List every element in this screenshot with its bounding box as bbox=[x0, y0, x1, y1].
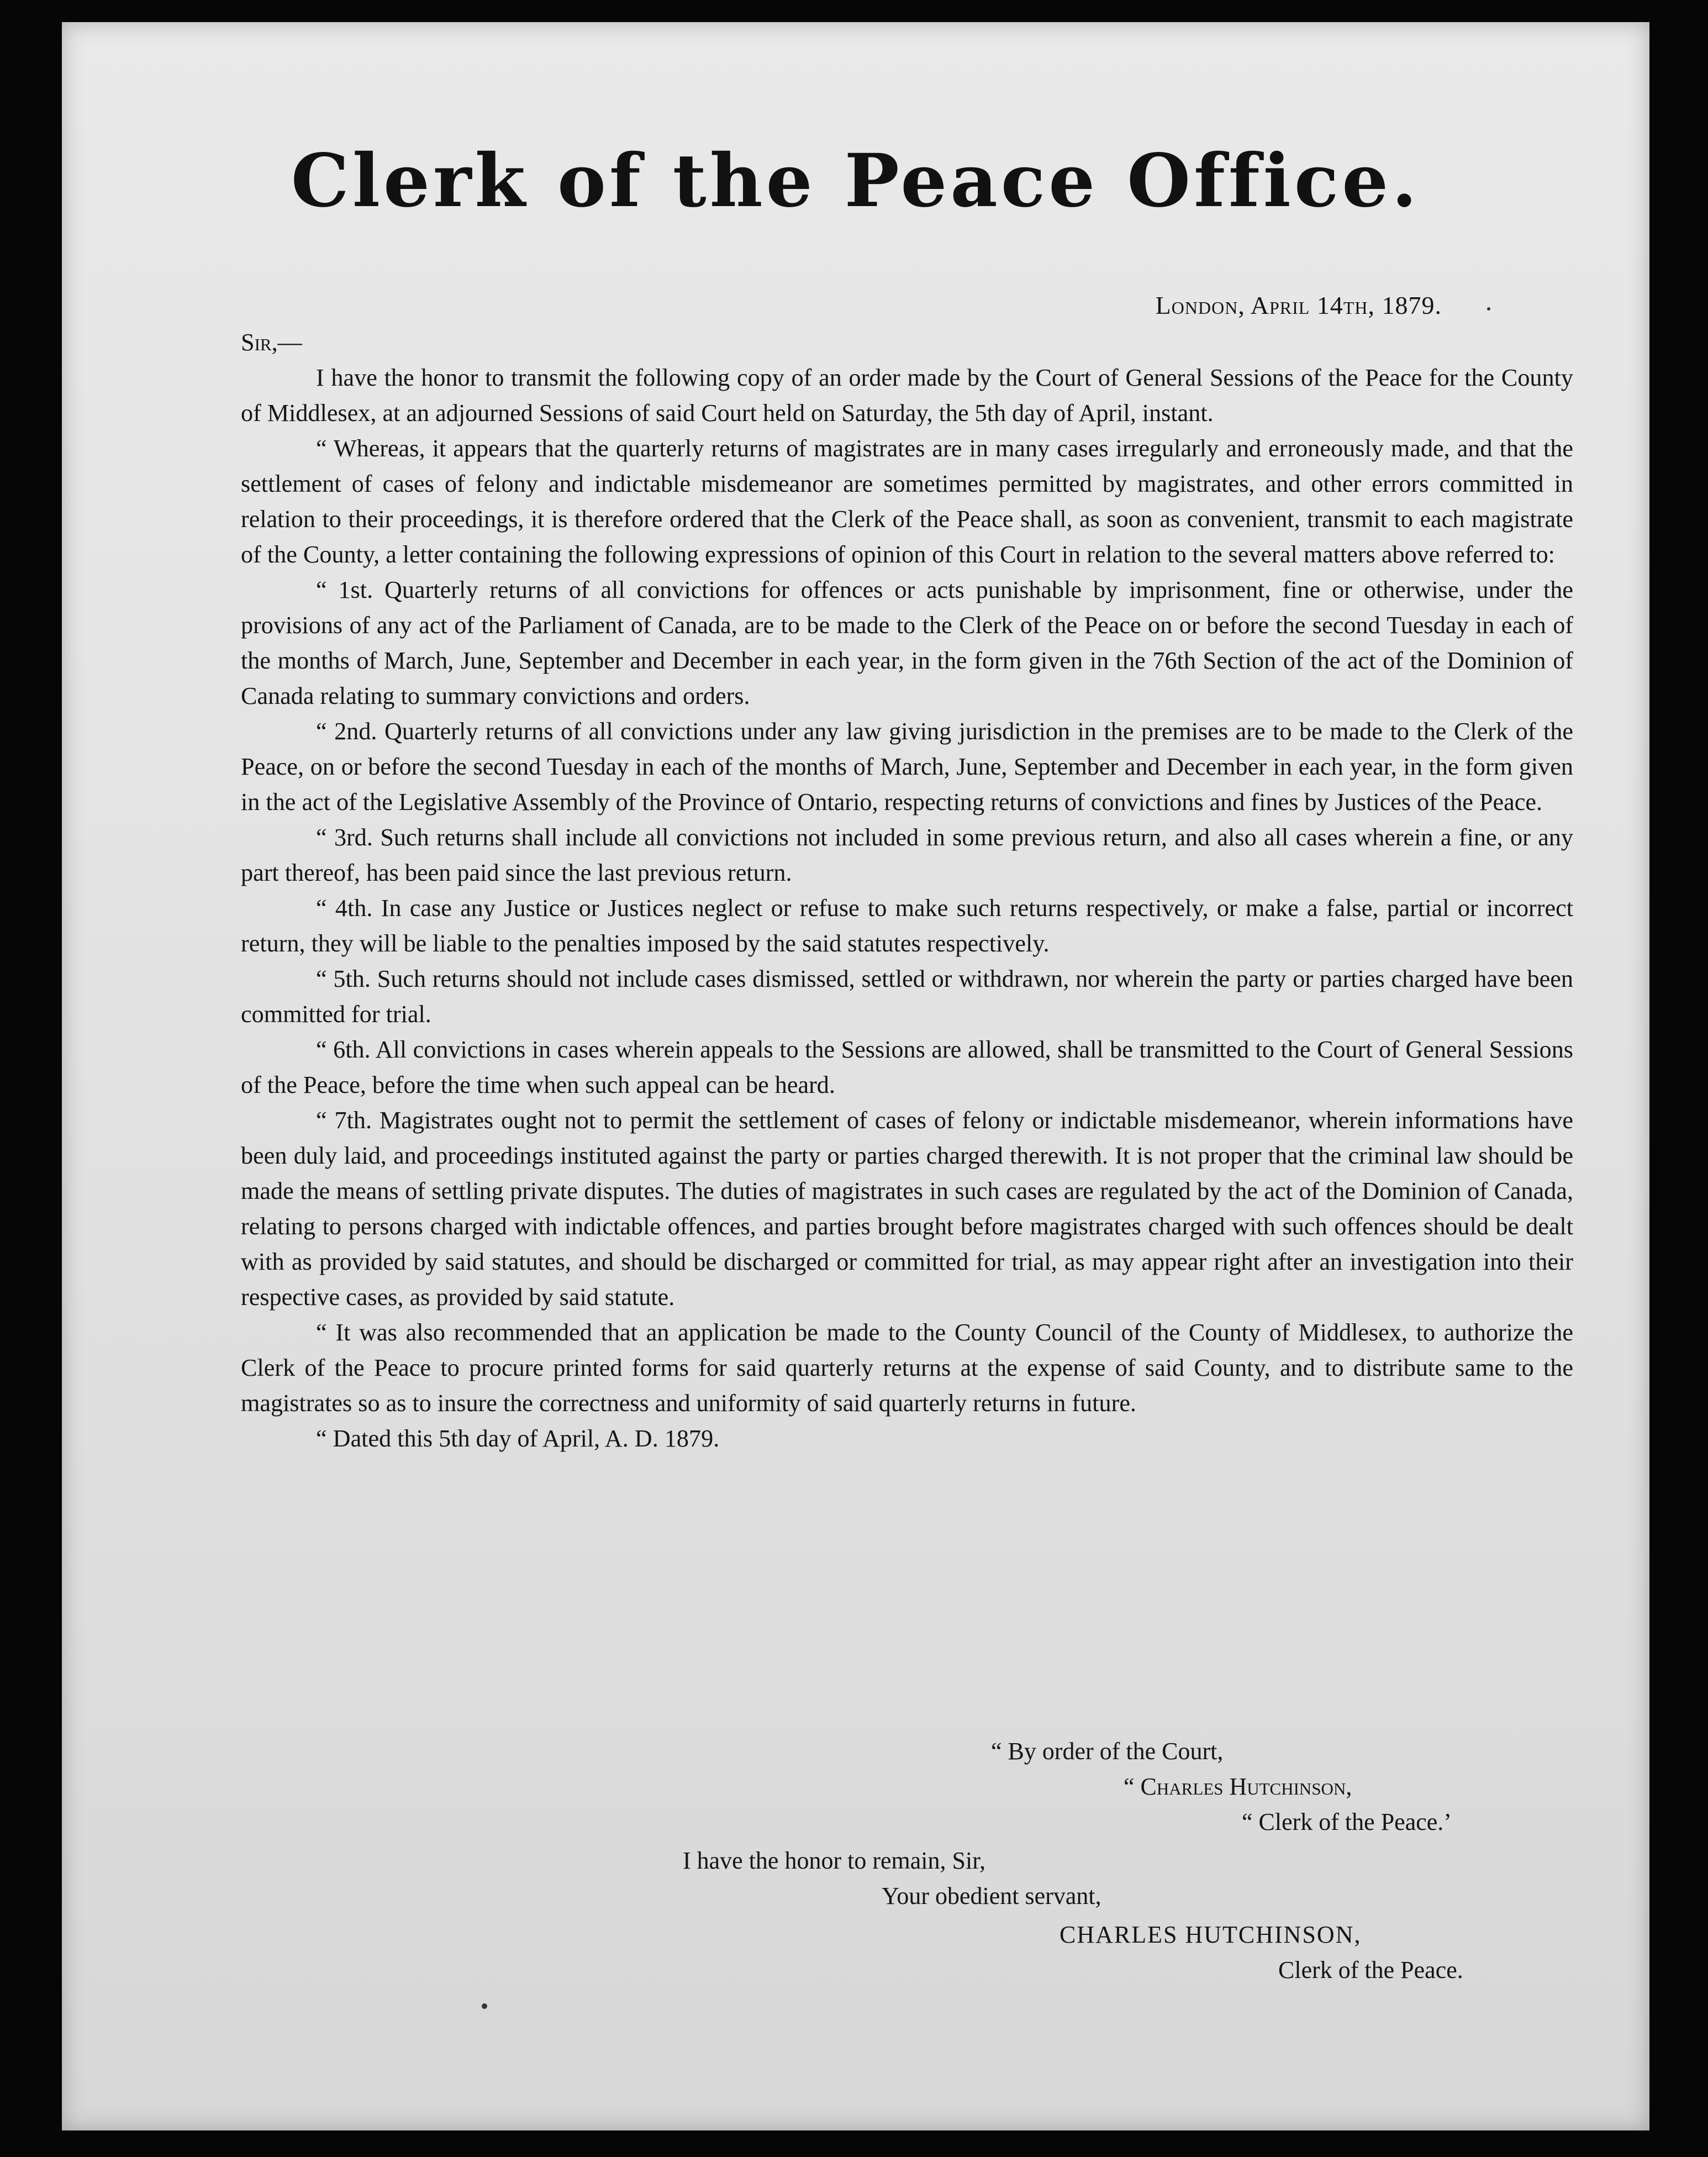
document-page bbox=[62, 22, 1649, 2130]
ink-speck bbox=[482, 2003, 487, 2009]
closing-role: Clerk of the Peace. bbox=[1278, 1956, 1463, 1984]
paragraph-7th: “ 7th. Magistrates ought not to permit the settlement of cases of felony or indictable misdemeanor, wherein informations have been duly laid, and proceedings instituted against the party or parties charged therewith. It is not proper that the criminal law should be made the means of settling private disputes. The duties of magistrates in such cases are regulated by the act of the Dominion of Canada, relating to persons charged with indictable offences, and parties brought before magistrates charged with such offences should be dealt with as provided by said statutes, and should be discharged or committed for trial, as may appear right after an investigation into their respective cases, as provided by said statute. bbox=[241, 1107, 1573, 1311]
paragraph-3rd: “ 3rd. Such returns shall include all convictions not included in some previous return, and also all cases wherein a fine, or any part thereof, has been paid since the last previous return. bbox=[241, 824, 1573, 886]
order-signature-role: “ Clerk of the Peace.’ bbox=[1242, 1808, 1452, 1835]
paragraph-2nd: “ 2nd. Quarterly returns of all convictions under any law giving jurisdiction in the premises are to be made to the Clerk of the Peace, on or before the second Tuesday in each of the months of March, June, September and December in each year, in the form given in the act of the Legislative Assembly of the Province of Ontario, respecting returns of convictions and fines by Justices of the Peace. bbox=[241, 718, 1573, 816]
ink-speck bbox=[1487, 307, 1490, 311]
paragraph-dated: “ Dated this 5th day of April, A. D. 1879. bbox=[316, 1425, 720, 1452]
closing-name: CHARLES HUTCHINSON, bbox=[1059, 1921, 1362, 1948]
paragraph-1st: “ 1st. Quarterly returns of all convictions for offences or acts punishable by imprisonment, fine or otherwise, under the provisions of any act of the Parliament of Canada, are to be made to the Clerk of the Peace on or before the second Tuesday in each of the months of March, June, September and December in each year, in the form given in the 76th Section of the act of the Dominion of Canada relating to summary convictions and orders. bbox=[241, 576, 1573, 709]
page-title: Clerk of the Peace Office. bbox=[291, 138, 1421, 224]
paragraph-recommendation: “ It was also recommended that an application be made to the County Council of the County of Middlesex, to authorize the Clerk of the Peace to procure printed forms for said quarterly returns at the expense of said County, and to distribute same to the magistrates so as to insure the correctness and uniformity of said quarterly returns in future. bbox=[241, 1319, 1573, 1417]
letter-body bbox=[241, 325, 1573, 1456]
letter-date: London, April 14th, 1879. bbox=[1155, 291, 1442, 319]
paragraph-whereas: “ Whereas, it appears that the quarterly returns of magistrates are in many cases irregularly and erroneously made, and that the settlement of cases of felony and indictable misdemeanor are sometimes permitted by magistrates, and other errors committed in relation to their proceedings, it is therefore ordered that the Clerk of the Peace shall, as soon as convenient, transmit to each magistrate of the County, a letter containing the following expressions of opinion of this Court in relation to the several matters above referred to: bbox=[241, 435, 1573, 568]
paragraph-6th: “ 6th. All convictions in cases wherein appeals to the Sessions are allowed, shall be transmitted to the Court of General Sessions of the Peace, before the time when such appeal can be heard. bbox=[241, 1036, 1573, 1098]
closing-line1: I have the honor to remain, Sir, bbox=[683, 1847, 986, 1874]
paragraph-intro: I have the honor to transmit the following copy of an order made by the Court of General Sessions of the Peace for the County of Middlesex, at an adjourned Sessions of said Court held on Saturday, the 5th day of April, instant. bbox=[241, 364, 1573, 427]
salutation: Sir,— bbox=[241, 329, 302, 356]
order-signature-line1: “ By order of the Court, bbox=[991, 1738, 1224, 1765]
paragraph-4th: “ 4th. In case any Justice or Justices neglect or refuse to make such returns respectively, or make a false, partial or incorrect return, they will be liable to the penalties imposed by the said statutes respectively. bbox=[241, 895, 1573, 957]
order-signature-name: “ Charles Hutchinson, bbox=[1124, 1773, 1352, 1800]
closing-line2: Your obedient servant, bbox=[882, 1882, 1101, 1909]
paragraph-5th: “ 5th. Such returns should not include cases dismissed, settled or withdrawn, nor wherein the party or parties charged have been committed for trial. bbox=[241, 965, 1573, 1028]
